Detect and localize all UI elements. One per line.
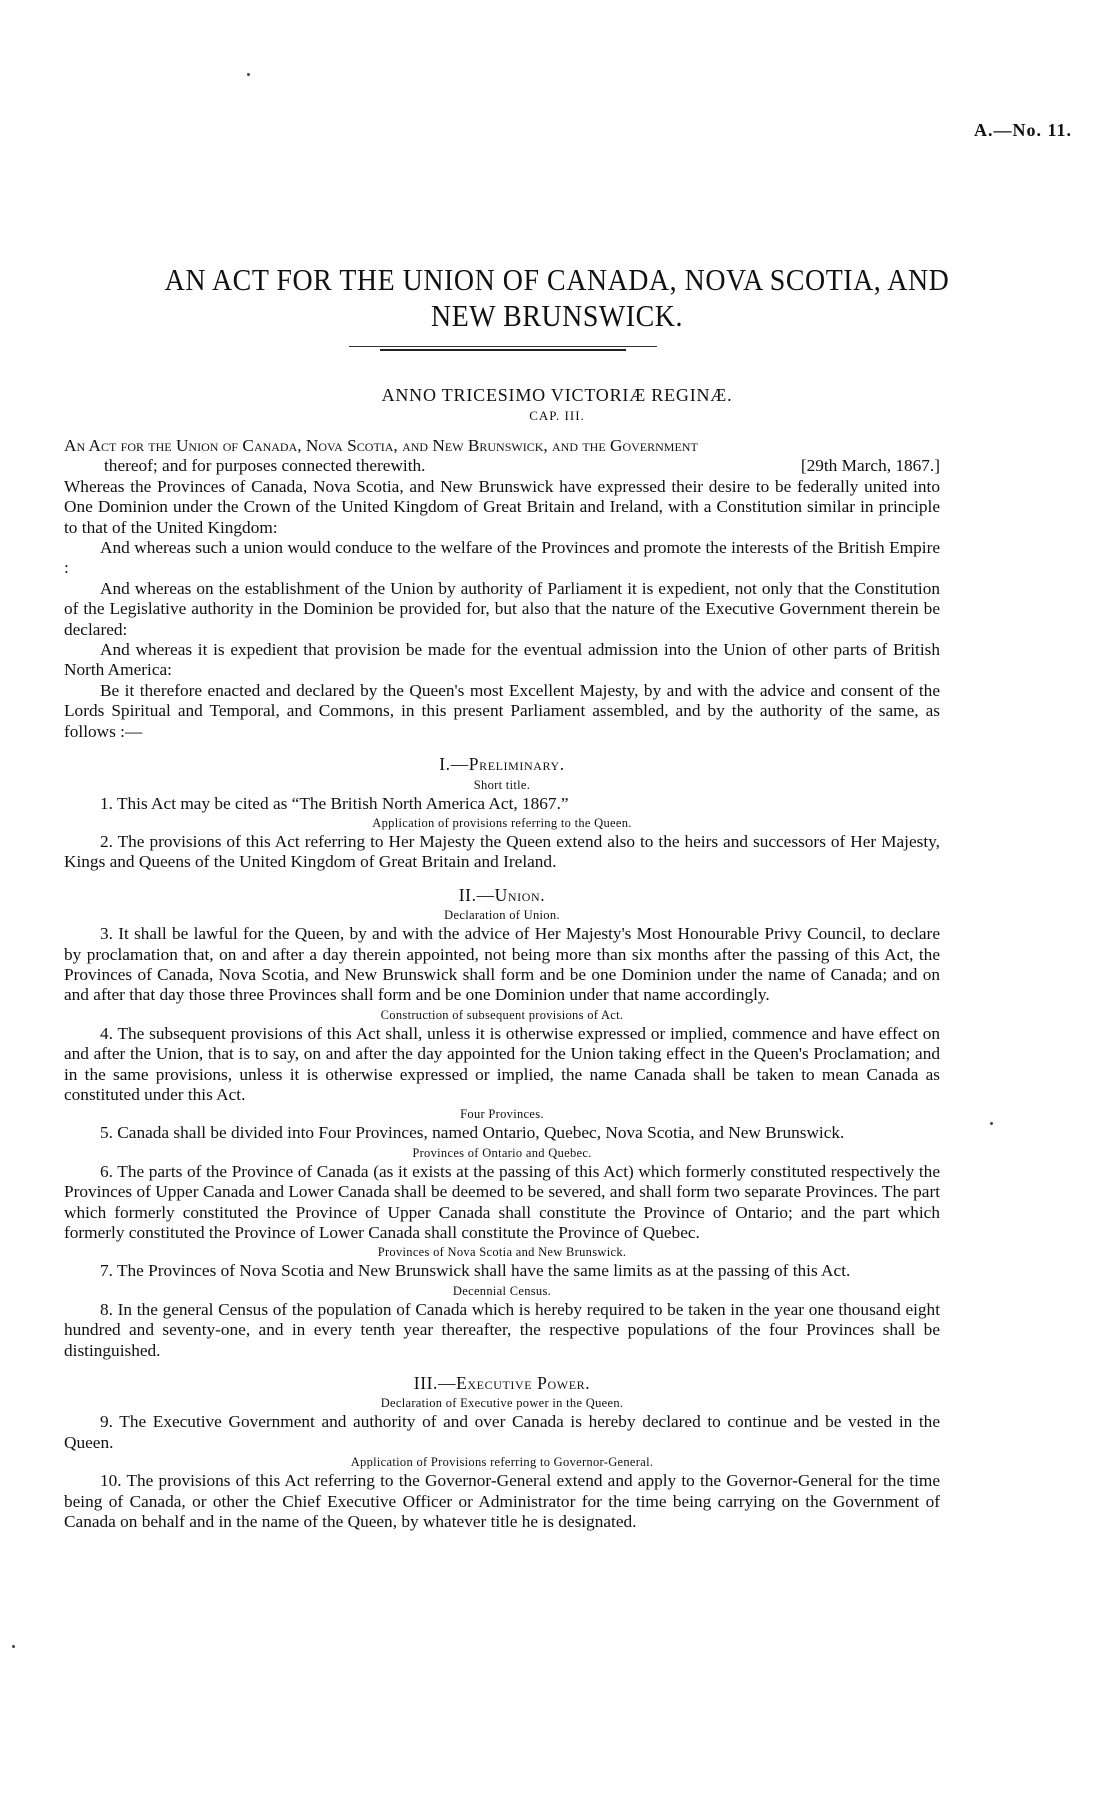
section-text: 1. This Act may be cited as “The British North America Act, 1867.” [100, 793, 569, 813]
chapter-number: CAP. III. [529, 408, 585, 423]
section-text: 7. The Provinces of Nova Scotia and New Brunswick shall have the same limits as at the passing of this Act. [100, 1261, 851, 1281]
long-title-purpose: thereof; and for purposes connected therewith. [104, 456, 426, 476]
section-note: Declaration of Union. [444, 908, 560, 923]
speck-mark [247, 73, 250, 76]
part-heading: I.—Preliminary. [439, 754, 565, 775]
section-text: 5. Canada shall be divided into Four Provinces, named Ontario, Quebec, Nova Scotia, and New Brunswick. [100, 1123, 845, 1143]
section-note: Application of Provisions referring to Governor-General. [350, 1455, 654, 1470]
section-note: Short title. [473, 777, 531, 792]
speck-mark [12, 1645, 15, 1648]
act-title-line1: AN ACT FOR THE UNION OF CANADA, NOVA SCOTIA, AND [164, 262, 950, 297]
section-text: 9. The Executive Government and authority of and over Canada is hereby declared to continue and be vested in the Queen. [64, 1412, 940, 1452]
section-note: Construction of subsequent provisions of Act. [380, 1007, 624, 1022]
title-divider [349, 346, 657, 351]
long-title-line2 [64, 456, 940, 476]
part-heading: II.—Union. [458, 884, 546, 905]
assent-date: [29th March, 1867.] [800, 456, 940, 476]
preamble-paragraph: And whereas on the establishment of the Union by authority of Parliament it is expedient, not only that the Constitution of the Legislative authority in the Dominion be provided for, but also that the nature of the Executive Government therein be declared: [64, 578, 940, 639]
preamble-whereas: Whereas the Provinces of Canada, Nova Scotia, and New Brunswick have expressed their desire to be federally united into One Dominion under the Crown of the United Kingdom of Great Britain and Ireland, with a Constitution similar in principle to that of the United Kingdom: [64, 476, 940, 537]
part-heading: III.—Executive Power. [413, 1373, 591, 1394]
act-title-line2: NEW BRUNSWICK. [431, 298, 683, 333]
section-text: 4. The subsequent provisions of this Act shall, unless it is otherwise expressed or implied, commence and have effect on and after the Union, that is to say, on and after the day appointed for the Union taking effect in the Queen's Proclamation; and in the same provisions, unless it is otherwise expressed or implied, the name Canada shall be taken to mean Canada as constituted under this Act. [64, 1023, 940, 1104]
regnal-year: ANNO TRICESIMO VICTORIÆ REGINÆ. [381, 385, 733, 405]
act-body [64, 436, 940, 1532]
act-title [110, 262, 1005, 334]
preamble-paragraph: And whereas it is expedient that provision be made for the eventual admission into the Union of other parts of British North America: [64, 640, 940, 680]
section-text: 2. The provisions of this Act referring to Her Majesty the Queen extend also to the heirs and successors of Her Majesty, Kings and Queens of the United Kingdom of Great Britain and Ireland. [64, 831, 940, 872]
section-text: 8. In the general Census of the population of Canada which is hereby required to be taken in the year one thousand eight hundred and seventy-one, and in every tenth year thereafter, the respective populations of the four Provinces shall be distinguished. [64, 1299, 940, 1360]
speck-mark [990, 1122, 993, 1125]
preamble-paragraph: And whereas such a union would conduce to the welfare of the Provinces and promote the interests of the British Empire : [64, 538, 940, 578]
page-number: A.—No. 11. [973, 120, 1072, 140]
section-text: 3. It shall be lawful for the Queen, by and with the advice of Her Majesty's Most Honourable Privy Council, to declare by proclamation that, on and after a day therein appointed, not being more than six months after the passing of this Act, the Provinces of Canada, Nova Scotia, and New Brunswick shall form and be one Dominion under the name of Canada; and on and after that day those three Provinces shall form and be one Dominion under that name accordingly. [64, 924, 940, 1005]
enacting-clause: Be it therefore enacted and declared by the Queen's most Excellent Majesty, by and with the advice and consent of the Lords Spiritual and Temporal, and Commons, in this present Parliament assembled, and by the authority of the same, as follows :— [64, 680, 940, 741]
long-title-line1: An Act for the Union of Canada, Nova Scotia, and New Brunswick, and the Government [64, 436, 698, 455]
section-text: 10. The provisions of this Act referring to the Governor-General extend and apply to the Governor-General for the time being of Canada, or other the Chief Executive Officer or Administrator for the time being carrying on the Government of Canada on behalf and in the name of the Queen, by whatever title he is designated. [64, 1471, 940, 1532]
section-text: 6. The parts of the Province of Canada (as it exists at the passing of this Act) which formerly constituted respectively the Provinces of Upper Canada and Lower Canada shall be deemed to be severed, and shall form two separate Provinces. The part which formerly constituted the Province of Upper Canada shall constitute the Province of Ontario; and the part which formerly constituted the Province of Lower Canada shall constitute the Province of Quebec. [64, 1161, 940, 1242]
section-note: Declaration of Executive power in the Queen. [380, 1396, 624, 1411]
section-note: Provinces of Ontario and Quebec. [412, 1145, 592, 1160]
section-note: Decennial Census. [452, 1283, 552, 1298]
section-note: Provinces of Nova Scotia and New Brunswick. [377, 1245, 627, 1260]
section-note: Application of provisions referring to the Queen. [372, 815, 632, 830]
section-note: Four Provinces. [460, 1107, 544, 1122]
